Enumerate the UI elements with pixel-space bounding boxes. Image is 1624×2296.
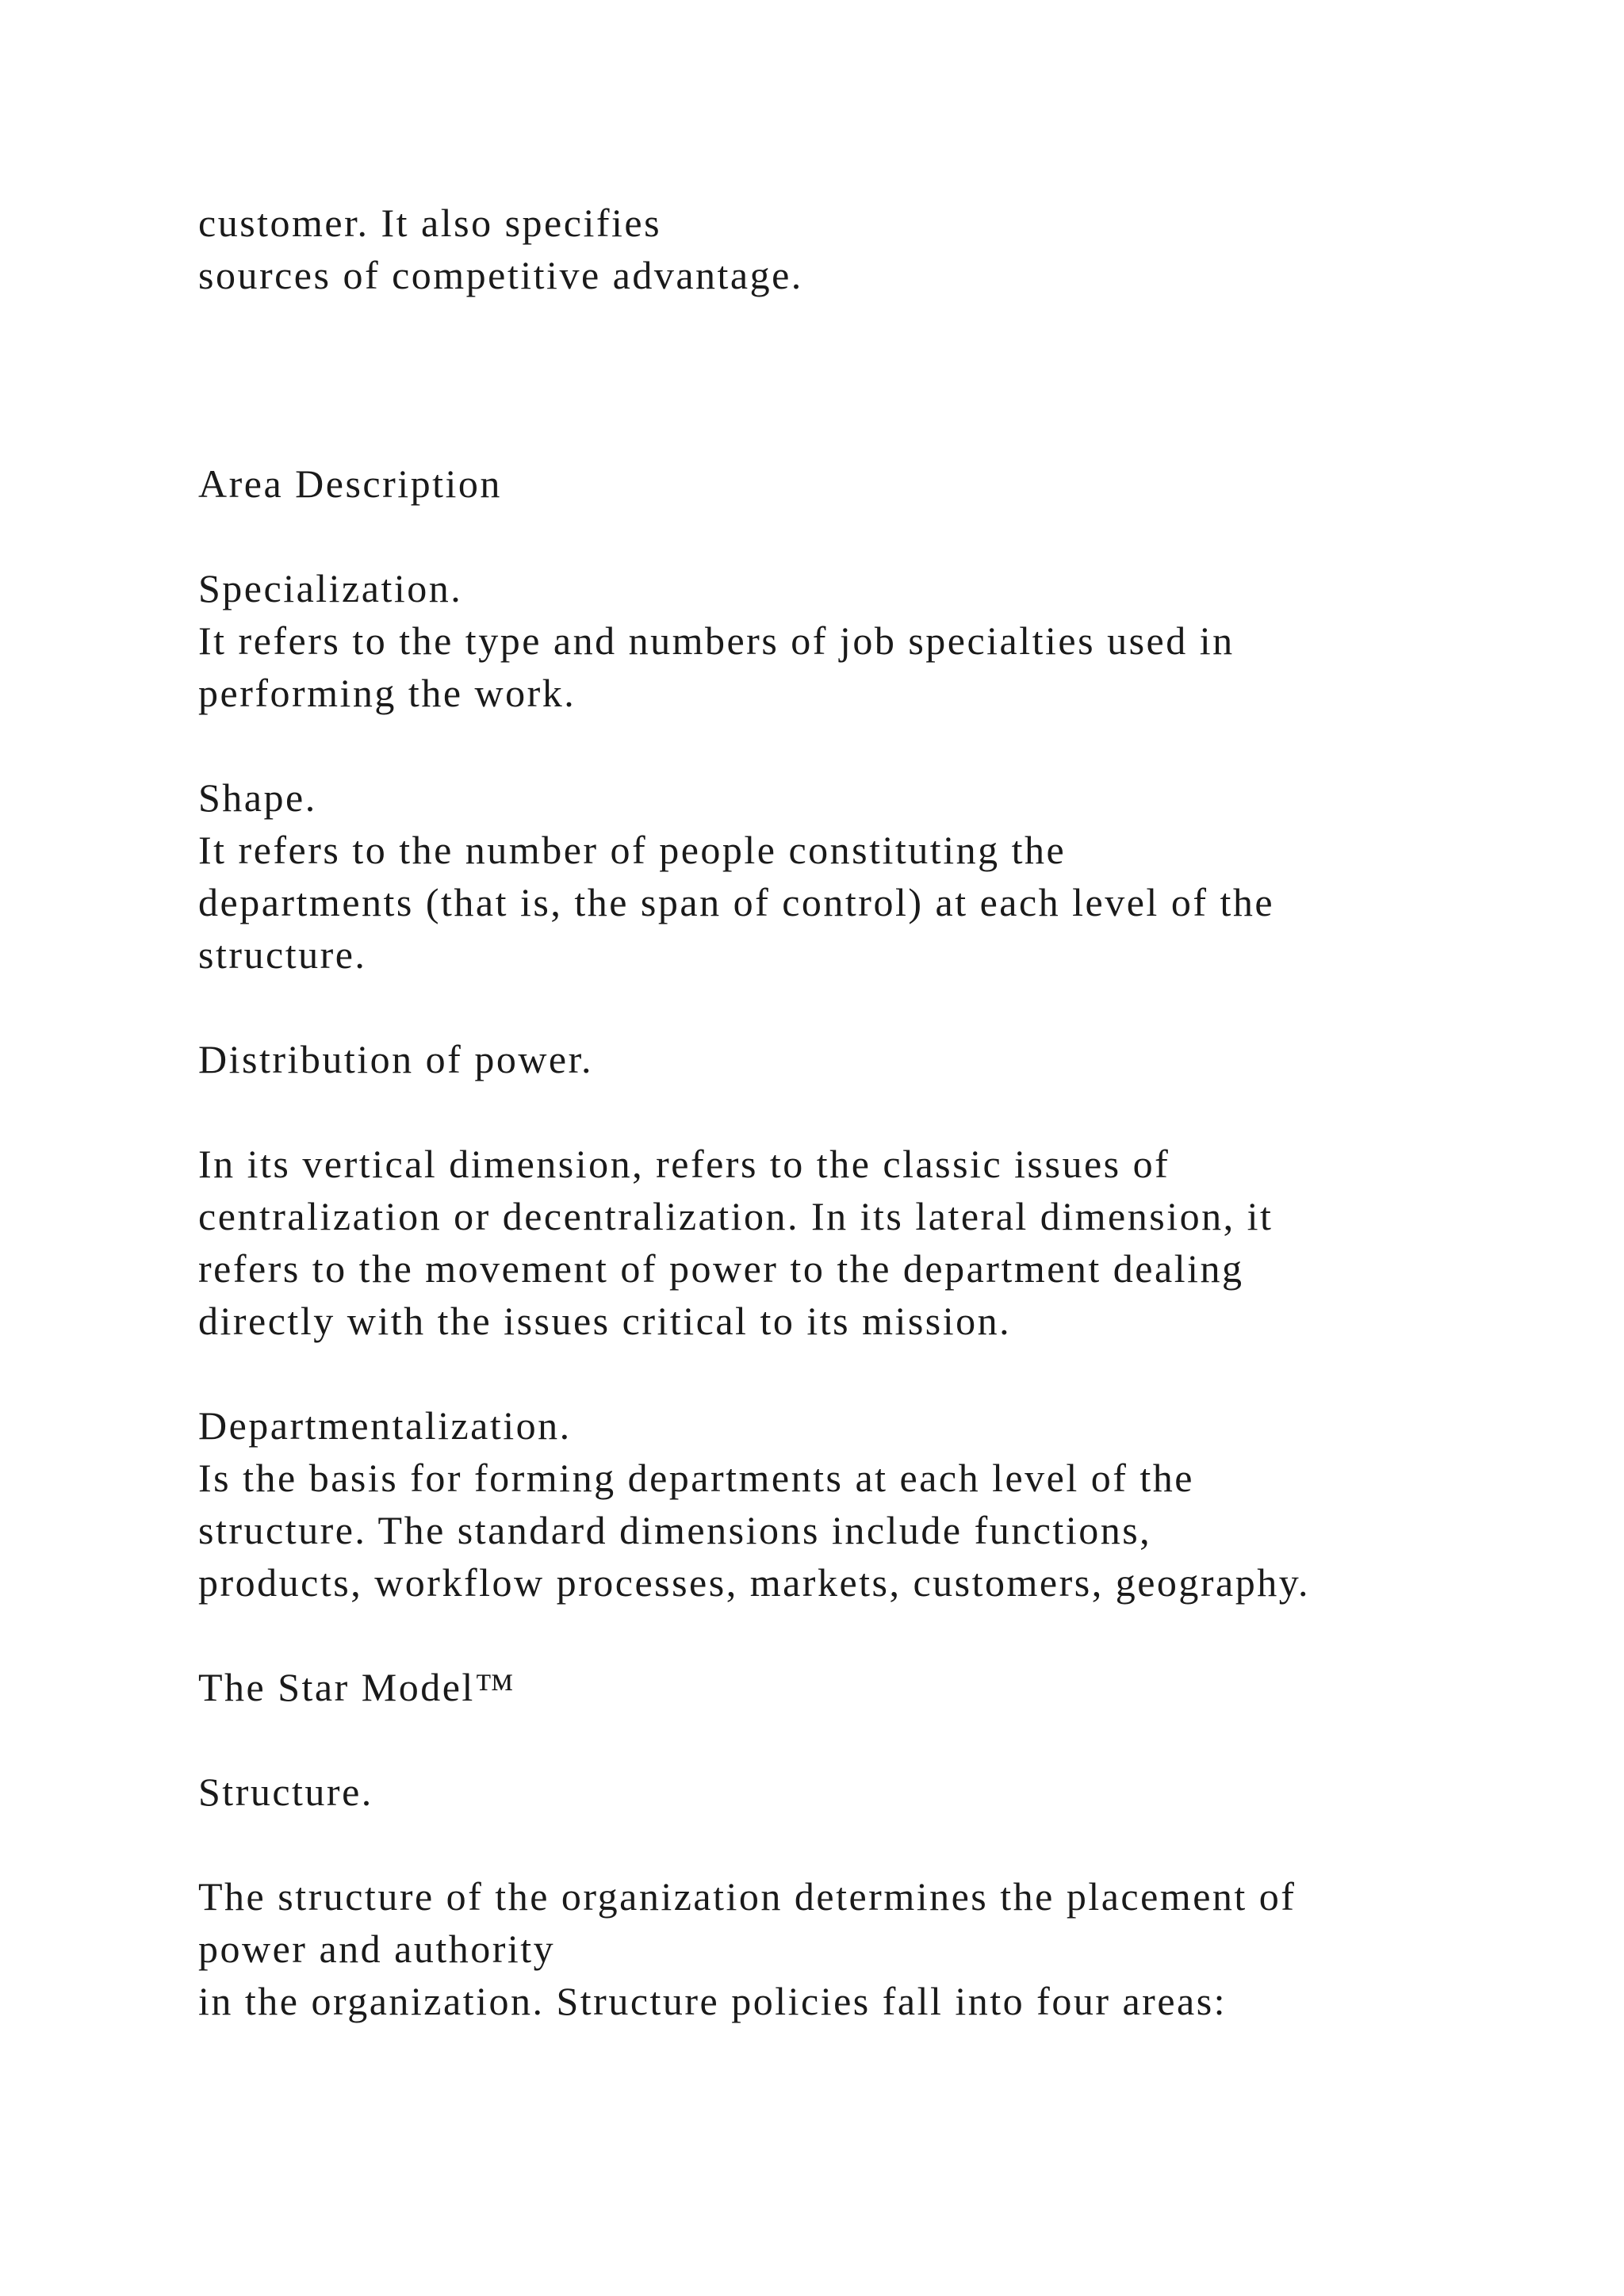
text-line-2: sources of competitive advantage. (198, 253, 803, 297)
section-heading-area-description: Area Description (198, 461, 502, 506)
text-line-8: It refers to the number of people constituting the (198, 828, 1067, 872)
text-line-22: The structure of the organization determines the placement of (198, 1874, 1297, 1919)
term-departmentalization: Departmentalization. (198, 1403, 572, 1448)
text-line-9: departments (that is, the span of control) at each level of the (198, 880, 1275, 924)
text-line-19: products, workflow processes, markets, customers, geography. (198, 1560, 1311, 1605)
text-line-23: power and authority (198, 1927, 556, 1971)
text-line-10: structure. (198, 932, 367, 977)
term-distribution-of-power: Distribution of power. (198, 1037, 594, 1081)
text-line-12: In its vertical dimension, refers to the classic issues of (198, 1142, 1170, 1186)
section-heading-star-model: The Star Model™ (198, 1665, 516, 1709)
term-specialization: Specialization. (198, 566, 463, 610)
term-shape: Shape. (198, 775, 317, 820)
text-line-14: refers to the movement of power to the department dealing (198, 1246, 1244, 1291)
text-line-17: Is the basis for forming departments at each level of the (198, 1456, 1195, 1500)
term-structure: Structure. (198, 1770, 373, 1814)
text-line-5: It refers to the type and numbers of job specialties used in (198, 618, 1235, 663)
text-line-15: directly with the issues critical to its mission. (198, 1299, 1012, 1343)
text-line-6: performing the work. (198, 671, 576, 715)
text-line-18: structure. The standard dimensions include functions, (198, 1508, 1152, 1552)
text-line-1: customer. It also specifies (198, 201, 662, 245)
text-line-13: centralization or decentralization. In its lateral dimension, it (198, 1194, 1274, 1238)
text-line-24: in the organization. Structure policies fall into four areas: (198, 1979, 1228, 2023)
